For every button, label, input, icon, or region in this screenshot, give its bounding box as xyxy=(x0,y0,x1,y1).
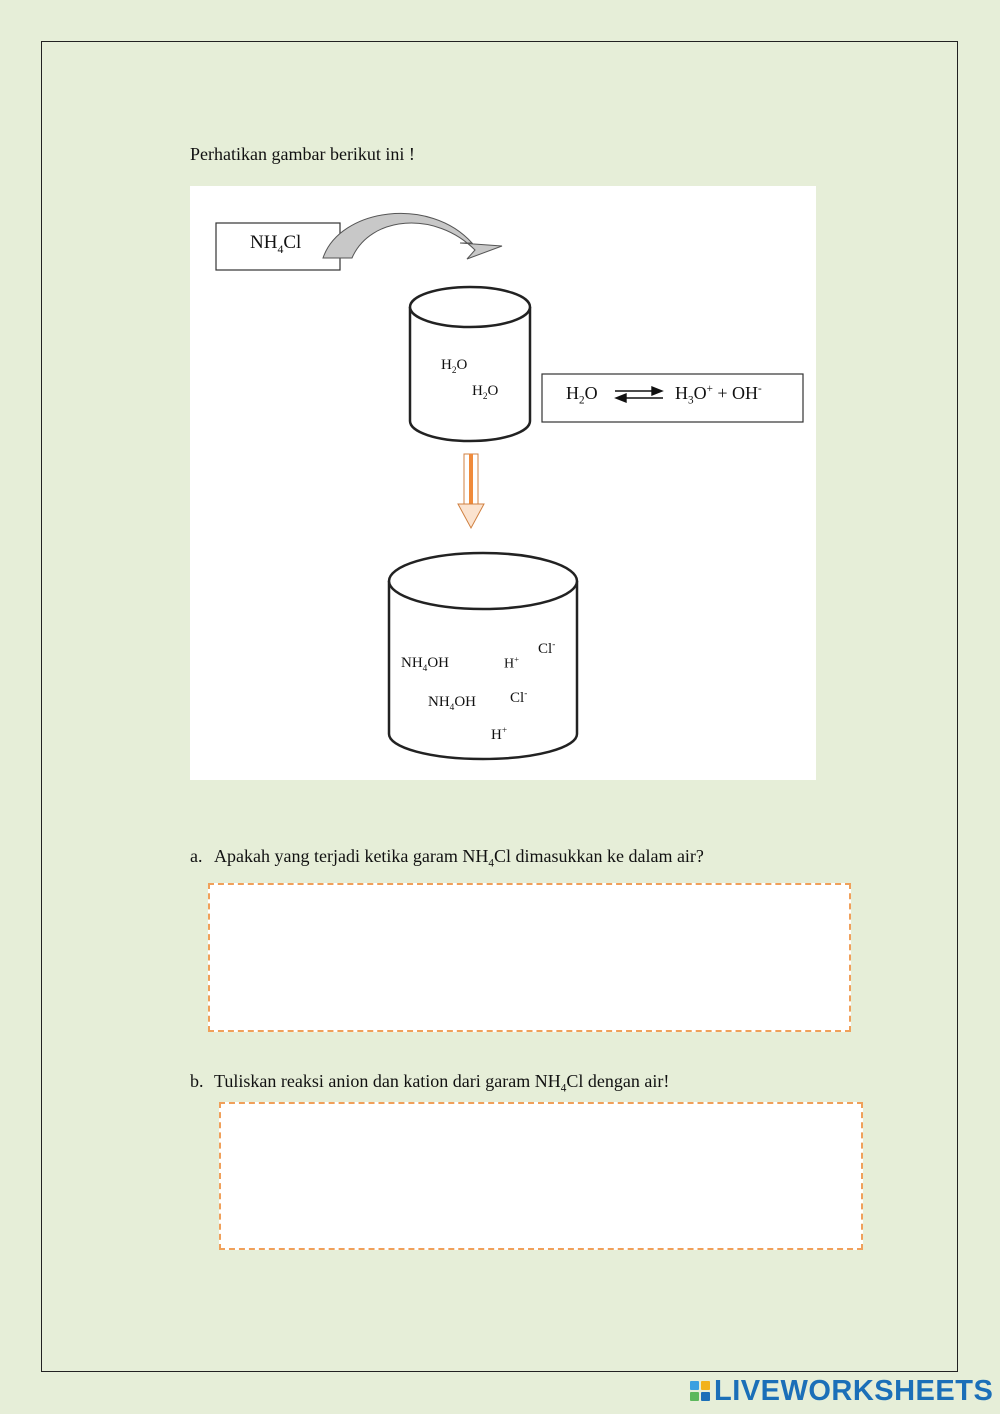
logo-square-1 xyxy=(690,1381,699,1390)
brand-text: LIVEWORKSHEETS xyxy=(714,1374,994,1407)
water-label-2: $H_2O$ xyxy=(472,383,499,402)
top-beaker xyxy=(410,287,530,441)
hydrogen-ion-label-2: H+ xyxy=(491,726,508,743)
question-b-letter: b. xyxy=(190,1071,204,1091)
equilibrium-left: $H_2O$ xyxy=(566,383,598,407)
chloride-label-2: Cl- xyxy=(510,689,528,706)
answer-a-input[interactable] xyxy=(208,883,851,1032)
answer-b-input[interactable] xyxy=(219,1102,863,1250)
hydrolysis-figure xyxy=(190,186,816,780)
ammonium-hydroxide-label-2: $NH_4OH$ xyxy=(428,694,476,713)
liveworksheets-brand[interactable] xyxy=(690,1374,993,1408)
question-a-letter: a. xyxy=(190,846,203,866)
question-a: a. Apakah yang terjadi ketika garam $NH_4Cl$ dimasukkan ke dalam air? xyxy=(190,846,704,870)
hydrogen-ion-label-1: H+ xyxy=(504,654,520,672)
logo-square-4 xyxy=(701,1392,710,1401)
logo-square-3 xyxy=(690,1392,699,1401)
equilibrium-right: $H_3O^+ + OH^-$ xyxy=(675,383,762,407)
liveworksheets-logo-icon xyxy=(690,1381,710,1401)
logo-square-2 xyxy=(701,1381,710,1390)
ammonium-hydroxide-label-1: $NH_4OH$ xyxy=(401,655,449,674)
down-arrow-icon xyxy=(458,454,484,528)
instruction-text: Perhatikan gambar berikut ini ! xyxy=(190,144,415,164)
question-b: b. Tuliskan reaksi anion dan kation dari garam $NH_4Cl$ dengan air! xyxy=(190,1071,670,1095)
chloride-label-1: Cl- xyxy=(538,640,556,657)
curved-arrow-icon xyxy=(323,213,502,259)
water-label-1: $H_2O$ xyxy=(441,357,468,376)
salt-label: $NH_4Cl$ xyxy=(250,232,302,256)
figure-drawing xyxy=(190,186,816,780)
